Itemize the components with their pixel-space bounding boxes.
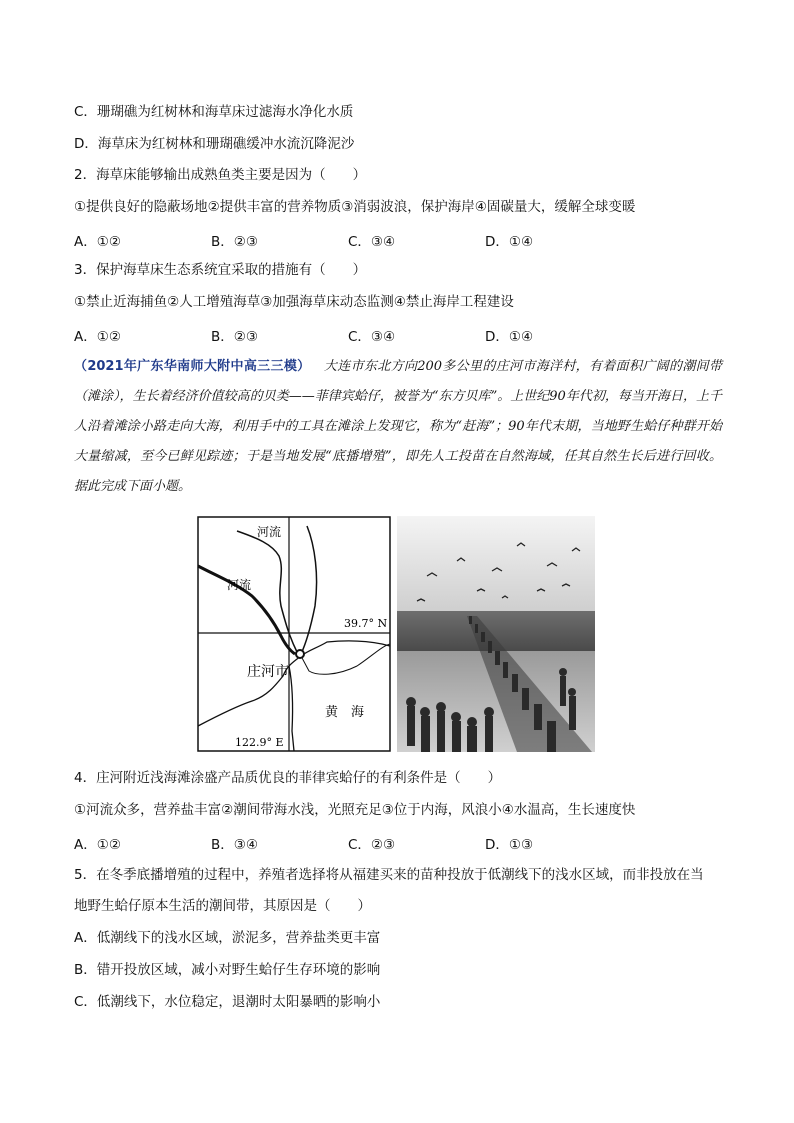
q4-statements: ①河流众多，营养盐丰富②潮间带海水浅，光照充足③位于内海，风浪小④水温高，生长速度快 [74,802,636,818]
q2-stem: 2．海草床能够输出成熟鱼类主要是因为（ ） [74,167,367,183]
q2-option-b: B．②③ [211,234,258,250]
map-latitude-label: 39.7° N [344,617,388,630]
q2-options [74,230,734,248]
q3-stem: 3．保护海草床生态系统宜采取的措施有（ ） [74,262,367,278]
q4-stem: 4．庄河附近浅海滩涂盛产品质优良的菲律宾蛤仔的有利条件是（ ） [74,770,502,786]
map-sea-label: 黄 海 [325,705,365,720]
q4-options [74,833,734,851]
q4-option-c: C．②③ [348,837,396,853]
q2-option-d: D．①④ [485,234,534,250]
q3-statements: ①禁止近海捕鱼②人工增殖海草③加强海草床动态监测④禁止海岸工程建设 [74,294,514,310]
map-longitude-label: 122.9° E [235,736,284,749]
photo-figure [397,516,595,752]
map-river-label-1: 河流 [257,525,282,539]
passage [74,352,722,502]
map-river-label-2: 河流 [227,578,252,592]
q5-option-c: C．低潮线下，水位稳定，退潮时太阳暴晒的影响小 [74,994,381,1010]
q4-option-a: A．①② [74,837,121,853]
q2-option-c: C．③④ [348,234,396,250]
q4-option-d: D．①③ [485,837,534,853]
q1-option-c: C．珊瑚礁为红树林和海草床过滤海水净化水质 [74,104,354,120]
passage-text: 大连市东北方向200多公里的庄河市海洋村，有着面积广阔的潮间带（滩涂），生长着经济价值较高的贝类——菲律宾蛤仔，被誉为“东方贝库”。上世纪90年代初，每当开海日，上千人沿着滩涂小路走向大海，利用手中的工具在滩涂上发现它，称为“赶海”；90年代末期，当地野生蛤仔种群开始大量缩减，至今已鲜见踪迹；于是当地发展“底播增殖”，即先人工投苗在自然海域，任其自然生长后进行回收。据此完成下面小题。 [74,359,723,494]
map-drawing [197,516,391,752]
map-city-label: 庄河市 [247,664,289,680]
q2-option-a: A．①② [74,234,121,250]
q5-option-b: B．错开投放区域，减小对野生蛤仔生存环境的影响 [74,962,381,978]
q3-option-c: C．③④ [348,329,396,345]
q3-options [74,325,734,343]
q5-stem-line1: 5．在冬季底播增殖的过程中，养殖者选择将从福建买来的苗种投放于低潮线下的浅水区域，而非投放在当 [74,867,704,883]
q3-option-a: A．①② [74,329,121,345]
passage-source: （2021年广东华南师大附中高三三模） [74,359,311,374]
map-figure [197,516,391,752]
beach-photo [397,516,595,752]
q3-option-d: D．①④ [485,329,534,345]
q2-statements: ①提供良好的隐蔽场地②提供丰富的营养物质③消弱波浪，保护海岸④固碳量大，缓解全球变暖 [74,199,636,215]
q4-option-b: B．③④ [211,837,258,853]
q5-option-a: A．低潮线下的浅水区域，淤泥多，营养盐类更丰富 [74,930,381,946]
q1-option-d: D．海草床为红树林和珊瑚礁缓冲水流沉降泥沙 [74,136,355,152]
q5-stem-line2: 地野生蛤仔原本生活的潮间带，其原因是（ ） [74,898,371,914]
q3-option-b: B．②③ [211,329,258,345]
